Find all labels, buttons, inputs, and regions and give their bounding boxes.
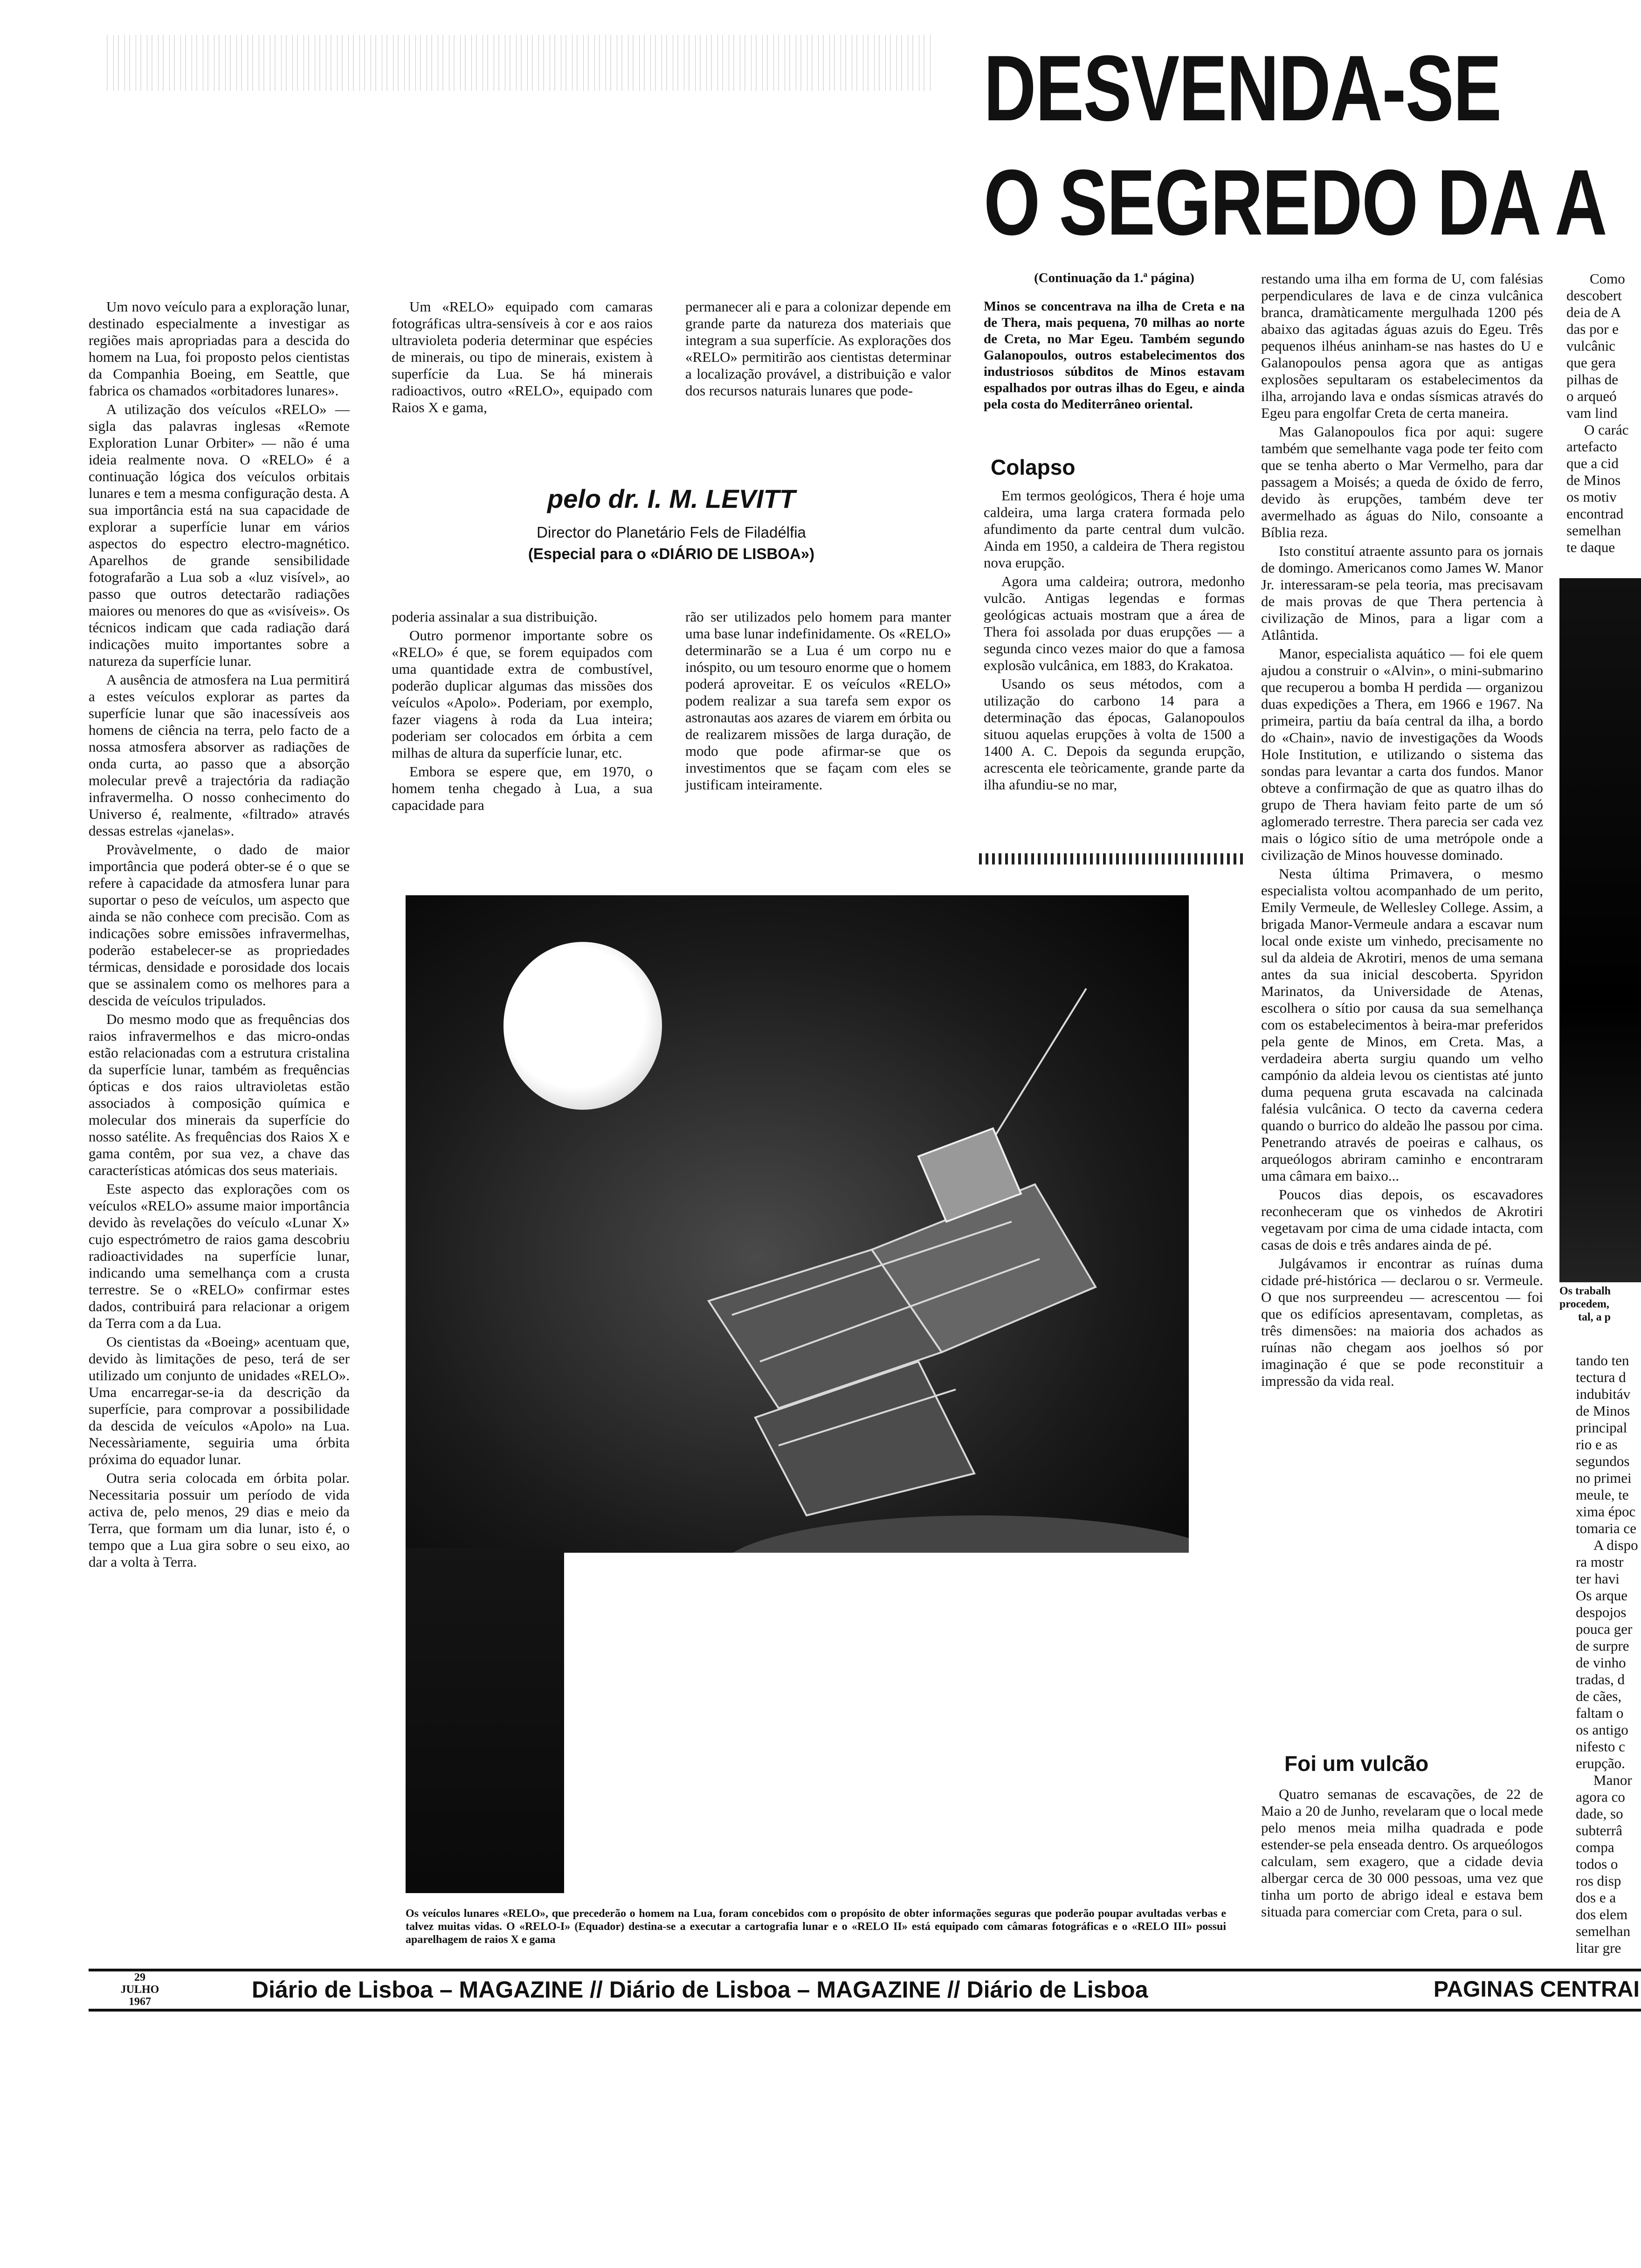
- fragment-line: despojos: [1576, 1604, 1627, 1620]
- article-column-6-bottom: [1576, 1352, 1641, 1957]
- paragraph: Do mesmo modo que as frequências dos raios infravermelhos e das micro-ondas estão relacionadas com a estrutura cristalina da superfície lunar, também as frequências ópticas e dos raios ultravioletas estão associados à composição química e molecular dos minerais da superfície do nosso satélite. As frequências dos Raios X e gama contêm, por sua vez, a chave das características atómicas dos seus materiais.: [89, 1011, 350, 1178]
- fragment-line: faltam o: [1576, 1705, 1624, 1721]
- paragraph: Em termos geológicos, Thera é hoje uma caldeira, uma larga cratera formada pelo afundimento da parte central dum vulcão. Ainda em 1950, a caldeira de Thera registou nova erupção.: [984, 487, 1245, 571]
- paragraph: Isto constituí atraente assunto para os jornais de domingo. Americanos como James W. Manor Jr. interessaram-se pela teoria, mas precisavam de mais provas de que Thera pertencia à civilização de Minos, para a ligar com a Atlântida.: [1261, 543, 1543, 643]
- photo-caption: Os veículos lunares «RELO», que precederão o homem na Lua, foram concebidos com o propósito de obter informações seguras que poderão poupar avultadas verbas e talvez muitas vidas. O «RELO-I» (Equador) destina-se a executar a cartografia lunar e o «RELO II» está equipado com câmaras fotográficas e o «RELO III» possui aparelhagem de raios X e gama: [406, 1908, 1226, 1946]
- fragment-line: agora co: [1576, 1789, 1625, 1805]
- paragraph: Manor, especialista aquático — foi ele quem ajudou a construir o «Alvin», o mini-submarino que recuperou a bomba H perdida — organizou duas expedições a Thera, em 1966 e 1967. Na primeira, partiu da baía central da ilha, a bordo do «Chain», navio de investigações da Woods Hole Institution, e utilizando o sistema das sondas para levantar a carta dos fundos. Manor obteve a confirmação de que as quatro ilhas do grupo de Thera haviam feito parte de um só aglomerado terrestre. Thera parecia ser cada vez mais o lógico sítio de uma metrópole onde a civilização de Minos houvesse dominado.: [1261, 645, 1543, 863]
- fragment-line: de vinho: [1576, 1654, 1626, 1671]
- footer-year: 1967: [129, 1996, 151, 2008]
- footer-rule-top: [89, 1969, 1641, 1971]
- fragment-line: que gera: [1566, 354, 1616, 371]
- article-column-6-top: [1566, 270, 1641, 556]
- article-column-3-top: [685, 298, 951, 399]
- photo-dark-left-strip: [406, 1548, 564, 1893]
- fragment-line: dos e a: [1576, 1889, 1616, 1906]
- fragment-line: de surpre: [1576, 1638, 1629, 1654]
- fragment-line: semelhan: [1576, 1923, 1631, 1939]
- fragment-line: ter havi: [1576, 1570, 1620, 1587]
- fragment-line: subterrâ: [1576, 1822, 1622, 1839]
- fragment-line: dos elem: [1576, 1906, 1628, 1922]
- caption-line: tal, a p: [1578, 1311, 1611, 1323]
- fragment-line: no primei: [1576, 1470, 1632, 1486]
- paragraph: Embora se espere que, em 1970, o homem tenha chegado à Lua, a sua capacidade para: [392, 763, 653, 813]
- paragraph: rão ser utilizados pelo homem para manter uma base lunar indefinidamente. Os «RELO» determinarão se a Lua é um corpo nu e inóspito, ou um tesouro enorme que o homem poderá aproveitar. E os veículos «RELO» podem realizar a sua tarefa sem expor os astronautas aos azares de viarem em órbita ou de realizarem missões de larga duração, de modo que pode afirmar-se que os investimentos que se façam com eles se justificam inteiramente.: [685, 608, 951, 793]
- fragment-line: A dispo: [1593, 1537, 1638, 1553]
- footer-date: [107, 1971, 172, 2008]
- article-column-2-top: [392, 298, 653, 416]
- fragment-line: pilhas de: [1566, 371, 1619, 387]
- fragment-line: tradas, d: [1576, 1671, 1625, 1687]
- footer-month: JULHO: [120, 1984, 159, 1996]
- paragraph: Este aspecto das explorações com os veículos «RELO» assume maior importância devido às revelações do veículo «Lunar X» cujo espectrómetro de raios gama descobriu radioactividades na superfície lunar, indicando uma semelhança com a crusta terrestre. Se o «RELO» confirmar estes dados, contribuirá para relacionar a origem da Terra com a da Lua.: [89, 1181, 350, 1331]
- article-column-1: [89, 298, 350, 1570]
- continuation-label: (Continuação da 1.ª página): [1034, 270, 1194, 285]
- column-6-photo-caption: [1559, 1285, 1641, 1324]
- article-column-4: [984, 487, 1245, 793]
- fragment-line: de Minos: [1566, 472, 1621, 488]
- paragraph: permanecer ali e para a colonizar depende em grande parte da natureza dos materiais que integram a sua superfície. As explorações dos «RELO» permitirão aos cientistas determinar a localização provável, a distribuição e valor dos recursos naturais lunares que pode-: [685, 298, 951, 399]
- fragment-line: litar gre: [1576, 1940, 1621, 1956]
- fragment-line: vulcânic: [1566, 338, 1616, 354]
- fragment-line: compa: [1576, 1839, 1614, 1855]
- fragment-line: semelhan: [1566, 522, 1621, 539]
- relo-photo: [406, 895, 1189, 1898]
- fragment-line: ra mostr: [1576, 1554, 1624, 1570]
- fragment-line: os motiv: [1566, 489, 1617, 505]
- fragment-line: segundos: [1576, 1453, 1630, 1469]
- paragraph: Julgávamos ir encontrar as ruínas duma cidade pré-histórica — declarou o sr. Vermeule. O que nos surpreendeu — acrescentou — foi que os edifícios apresentavam, completas, as três dimensões: na maioria dos achados as ruínas não chegam aos joelhos só por imaginação é que se pode reconstituir a impressão da vida real.: [1261, 1255, 1543, 1389]
- header-noise-band: [103, 35, 932, 91]
- fragment-line: de cães,: [1576, 1688, 1622, 1704]
- fragment-line: nifesto c: [1576, 1738, 1625, 1755]
- paragraph: A ausência de atmosfera na Lua permitirá a estes veículos explorar as partes da superfície lunar que são inacessíveis aos homens de ciência na terra, pelo facto de a nossa atmosfera absorver as radiações de onda curta, ao passo que a absorção molecular prevê a trajectória da radiação infravermelha. O nosso conhecimento do Universo é, realmente, «filtrado» através dessas estrelas «janelas».: [89, 671, 350, 839]
- headline-line1: DESVENDA-SE: [984, 36, 1501, 140]
- fragment-line: que a cid: [1566, 455, 1619, 471]
- paragraph: Nesta última Primavera, o mesmo especialista voltou acompanhado de um perito, Emily Vermeule, de Wellesley College. Assim, a brigada Manor-Vermeule andara a escavar num local onde existe um vinhedo, precisamente no sul da aldeia de Akrotiri, menos de uma semana antes da sua inicial descoberta. Spyridon Marinatos, da Universidade de Atenas, escolhera o sítio por causa da sua semelhança com os estabelecimentos à beira-mar preferidos pela gente de Minos, em Creta. Mas, a verdadeira aberta surgiu quando um velho campónio da aldeia levou os cientistas até junto duma pequena gruta escavada na calcinada falésia vulcânica. O tecto da caverna cedera quando o burrico do aldeão lhe passou por cima. Penetrando através de poeiras e calhaus, os arqueólogos abriram caminho e encontraram uma câmara em baixo...: [1261, 865, 1543, 1184]
- fragment-line: Como: [1590, 270, 1625, 287]
- spacecraft-illustration: [406, 895, 1189, 1553]
- fragment-line: tando ten: [1576, 1352, 1629, 1369]
- fragment-line: dade, so: [1576, 1805, 1623, 1822]
- fragment-line: erupção.: [1576, 1755, 1625, 1771]
- article-column-4-lead: [984, 298, 1245, 413]
- headline-line2: O SEGREDO DA A: [984, 151, 1607, 255]
- caption-line: Os trabalh: [1559, 1285, 1611, 1297]
- fragment-line: meule, te: [1576, 1487, 1629, 1503]
- paragraph: Agora uma caldeira; outrora, medonho vulcão. Antigas legendas e formas geológicas actuais mostram que a área de Thera foi assolada por duas erupções — a segunda cinco vezes maior do que a famosa explosão vulcânica, em 1883, do Krakatoa.: [984, 573, 1245, 673]
- fragment-line: Manor: [1593, 1772, 1632, 1788]
- subhead-colapso: Colapso: [991, 455, 1076, 479]
- fragment-line: principal: [1576, 1419, 1627, 1436]
- article-column-5-end: [1261, 1786, 1543, 1920]
- fragment-line: xima époc: [1576, 1503, 1636, 1520]
- footer-masthead: Diário de Lisboa – MAGAZINE // Diário de Lisboa – MAGAZINE // Diário de Lisboa: [252, 1977, 1148, 2003]
- fragment-line: o arqueó: [1566, 388, 1617, 404]
- paragraph: Outro pormenor importante sobre os «RELO» é que, se forem equipados com uma quantidade extra de combustível, poderão duplicar algumas das missões dos veículos «Apolo». Poderiam, por exemplo, fazer viagens à roda da Lua inteira; poderiam ser colocados em órbita a cem milhas de altura da superfície lunar, etc.: [392, 627, 653, 761]
- footer-section: PAGINAS CENTRAI: [1434, 1977, 1640, 2002]
- byline: [392, 483, 951, 565]
- article-column-3-mid: [685, 608, 951, 793]
- fragment-line: vam lind: [1566, 405, 1618, 421]
- paragraph: poderia assinalar a sua distribuição.: [392, 608, 598, 625]
- article-column-2-mid: [392, 608, 653, 814]
- footer-day: 29: [134, 1971, 145, 1984]
- fragment-line: de Minos: [1576, 1403, 1630, 1419]
- caption-line: procedem,: [1559, 1298, 1609, 1310]
- paragraph: Mas Galanopoulos fica por aqui: sugere também que semelhante vaga pode ter feito com que se tenha aberto o Mar Vermelho, para dar passagem a Moisés; a queda de óxido de ferro, devido às erupções, também deve ter avermelhado as águas do Nilo, consoante a Bíblia reza.: [1261, 423, 1543, 540]
- byline-special: (Especial para o «DIÁRIO DE LISBOA»): [528, 545, 815, 562]
- fragment-line: encontrad: [1566, 505, 1624, 522]
- fragment-line: todos o: [1576, 1856, 1618, 1872]
- fragment-line: tomaria ce: [1576, 1520, 1636, 1536]
- paragraph: Um «RELO» equipado com camaras fotográficas ultra-sensíveis à cor e aos raios ultravioleta poderia determinar que espécies de minerais, ou tipo de minerais, existem à superfície da Lua. Se há minerais radioactivos, outro «RELO», equipado com Raios X e gama,: [392, 298, 653, 415]
- article-column-5: [1261, 270, 1543, 1390]
- fragment-line: te daque: [1566, 539, 1615, 555]
- fragment-line: descobert: [1566, 287, 1622, 304]
- paragraph: Provàvelmente, o dado de maior importância que poderá obter-se é o que se refere à capacidade da atmosfera lunar para suportar o peso de veículos, um aspecto que ainda se não conhece com precisão. Com as indicações sobre emissões infravermelhas, poderão estabelecer-se as propriedades térmicas, densidade e porosidade dos locais que se assinalem como os melhores para a descida de veículos tripulados.: [89, 841, 350, 1009]
- paragraph: Usando os seus métodos, com a utilização do carbono 14 para a determinação das épocas, Galanopoulos situou aquelas erupções à volta de 1500 a 1400 A. C. Depois da segunda erupção, acrescenta ele teòricamente, grande parte da ilha afundiu-se no mar,: [984, 676, 1245, 793]
- paragraph: Os cientistas da «Boeing» acentuam que, devido às limitações de peso, terá de ser utilizado um conjunto de unidades «RELO». Uma encarregar-se-ia da descrição da superfície, para comprovar a possibilidade da descida de veículos «Apolo» na Lua. Necessàriamente, seguiria uma órbita próxima do equador lunar.: [89, 1334, 350, 1467]
- fragment-line: artefacto: [1566, 438, 1617, 455]
- paragraph: Outra seria colocada em órbita polar. Necessitaria possuir um período de vida activa de, pelo menos, 29 dias e meio da Terra, que formam um dia lunar, isto é, o tempo que a Lua gira sobre o seu eixo, ao dar a volta à Terra.: [89, 1470, 350, 1570]
- paragraph: Poucos dias depois, os escavadores reconheceram que os vinhedos de Akrotiri vegetavam por cima de uma cidade intacta, com casas de dois e três andares ainda de pé.: [1261, 1186, 1543, 1253]
- fragment-line: os antigo: [1576, 1722, 1628, 1738]
- column-end-divider: [979, 853, 1245, 864]
- fragment-line: Os arque: [1576, 1587, 1628, 1604]
- paragraph: Quatro semanas de escavações, de 22 de Maio a 20 de Junho, revelaram que o local mede pelo menos meia milha quadrada e pode estender-se pela enseada dentro. Os arqueólogos calculam, sem exagero, que a cidade devia albergar cerca de 30 000 pessoas, uma vez que tinha um porto de abrigo ideal e estava bem situada para comerciar com Creta, para o sul.: [1261, 1786, 1543, 1920]
- fragment-line: pouca ger: [1576, 1621, 1633, 1637]
- paragraph: restando uma ilha em forma de U, com falésias perpendiculares de lava e de cinza vulcânica branca, dramàticamente mergulhada 1200 pés abaixo das agitadas águas azuis do Egeu. Três pequenos ilhéus aninham-se nas hastes do U e Galanopoulos pensa agora que as antigas explosões sepultaram os estabelecimentos da ilha, arrojando lava e ondas sísmicas através do Egeu para engolfar Creta de certa maneira.: [1261, 270, 1543, 421]
- fragment-line: tectura d: [1576, 1369, 1626, 1385]
- byline-role: Director do Planetário Fels de Filadélfia: [537, 524, 806, 541]
- footer-rule-bottom: [89, 2009, 1641, 2012]
- fragment-line: das por e: [1566, 321, 1619, 337]
- paragraph: Um novo veículo para a exploração lunar, destinado especialmente a investigar as regiões mais apropriadas para a descida do homem na Lua, foi proposto pelos cientistas da Companhia Boeing, em Seattle, que fabrica os chamados «orbitadores lunares».: [89, 298, 350, 399]
- paragraph: Minos se concentrava na ilha de Creta e na de Thera, mais pequena, 70 milhas ao norte de Creta, no Mar Egeu. Também segundo Galanopoulos, outros estabelecimentos dos industriosos súbditos de Minos estavam espalhados por outras ilhas do Egeu, e ainda pela costa do Mediterrâneo oriental.: [984, 299, 1245, 412]
- paragraph: A utilização dos veículos «RELO» — sigla das palavras inglesas «Remote Exploration Lunar Orbiter» — não é uma ideia realmente nova. O «RELO» é a continuação lógica dos veículos orbitais lunares e tem a mesma configuração desta. A sua importância está na sua capacidade de explorar a superfície lunar em vários aspectos do espectro electro-magnético. Aparelhos de grande sensibilidade fotografarão a Lua sob a «luz visível», ao passo que outros detectarão radiações maiores ou menores do que as «visíveis». Os técnicos indicam que cada radiação dará indicações muito importantes sobre a natureza da superfície lunar.: [89, 401, 350, 669]
- fragment-line: rio e as: [1576, 1436, 1618, 1452]
- fragment-line: O carác: [1584, 422, 1629, 438]
- fragment-line: ros disp: [1576, 1873, 1621, 1889]
- subhead-foi-um-vulcao: Foi um vulcão: [1284, 1751, 1429, 1776]
- fragment-line: deia de A: [1566, 304, 1621, 320]
- fragment-line: indubitáv: [1576, 1386, 1631, 1402]
- byline-author: pelo dr. I. M. LEVITT: [547, 484, 796, 513]
- column-6-photo: [1559, 578, 1641, 1282]
